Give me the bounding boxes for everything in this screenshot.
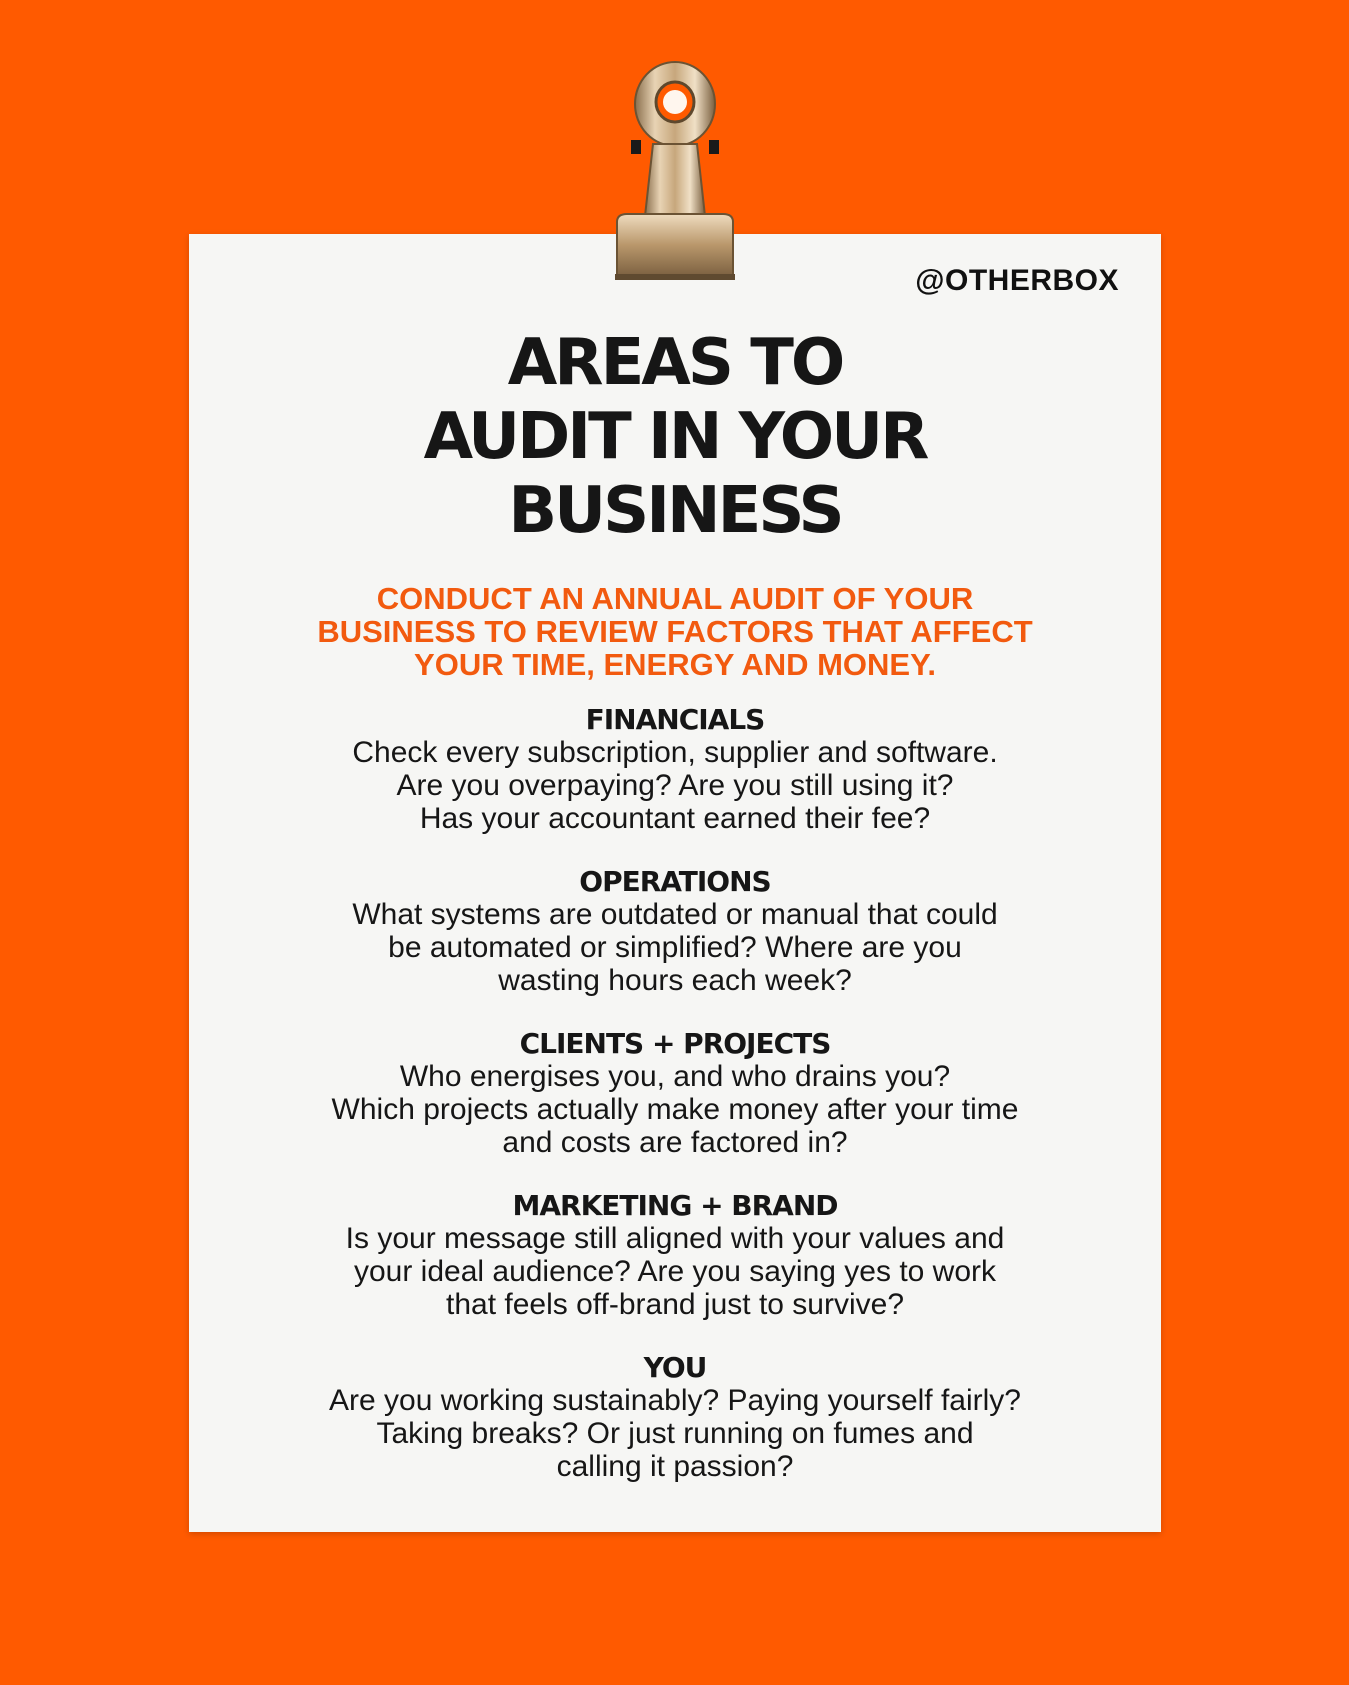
section-you (219, 1352, 1131, 1483)
subtitle (229, 582, 1121, 681)
section-body (219, 736, 1131, 835)
section-line: Which projects actually make money after your time (331, 1093, 1019, 1126)
section-line: and costs are factored in? (502, 1126, 848, 1159)
section-heading: OPERATIONS (579, 865, 771, 898)
page-title (189, 326, 1161, 548)
subtitle-line: YOUR TIME, ENERGY AND MONEY. (414, 647, 936, 682)
section-financials (219, 704, 1131, 835)
section-body (219, 1384, 1131, 1483)
section-line: Is your message still aligned with your values and (345, 1222, 1005, 1255)
section-line: Are you working sustainably? Paying yourself fairly? (328, 1384, 1021, 1417)
section-heading: YOU (643, 1351, 707, 1384)
section-line: Taking breaks? Or just running on fumes and (376, 1417, 974, 1450)
section-body (219, 1222, 1131, 1321)
brand-handle: @OTHERBOX (915, 264, 1119, 297)
section-heading: MARKETING + BRAND (512, 1189, 838, 1222)
section-line: Who energises you, and who drains you? (399, 1060, 951, 1093)
section-line: Check every subscription, supplier and software. (352, 736, 998, 769)
section-marketing-brand (219, 1190, 1131, 1321)
title-line: BUSINESS (508, 474, 842, 548)
section-line: calling it passion? (556, 1450, 794, 1483)
section-heading: FINANCIALS (585, 703, 765, 736)
section-line: What systems are outdated or manual that could (352, 898, 998, 931)
title-line: AUDIT IN YOUR (423, 400, 927, 474)
section-operations (219, 866, 1131, 997)
section-body (219, 898, 1131, 997)
section-line: Are you overpaying? Are you still using it? (396, 769, 954, 802)
section-line: that feels off-brand just to survive? (445, 1288, 905, 1321)
binder-clip-icon (555, 48, 795, 288)
audit-sections (219, 704, 1131, 1514)
section-body (219, 1060, 1131, 1159)
section-heading: CLIENTS + PROJECTS (519, 1027, 831, 1060)
section-clients-projects (219, 1028, 1131, 1159)
paper-sheet (189, 234, 1161, 1532)
section-line: Has your accountant earned their fee? (419, 802, 931, 835)
title-line: AREAS TO (507, 326, 843, 400)
subtitle-line: CONDUCT AN ANNUAL AUDIT OF YOUR (376, 581, 974, 616)
section-line: your ideal audience? Are you saying yes to work (353, 1255, 997, 1288)
section-line: wasting hours each week? (498, 964, 852, 997)
section-line: be automated or simplified? Where are you (388, 931, 962, 964)
subtitle-line: BUSINESS TO REVIEW FACTORS THAT AFFECT (317, 614, 1033, 649)
